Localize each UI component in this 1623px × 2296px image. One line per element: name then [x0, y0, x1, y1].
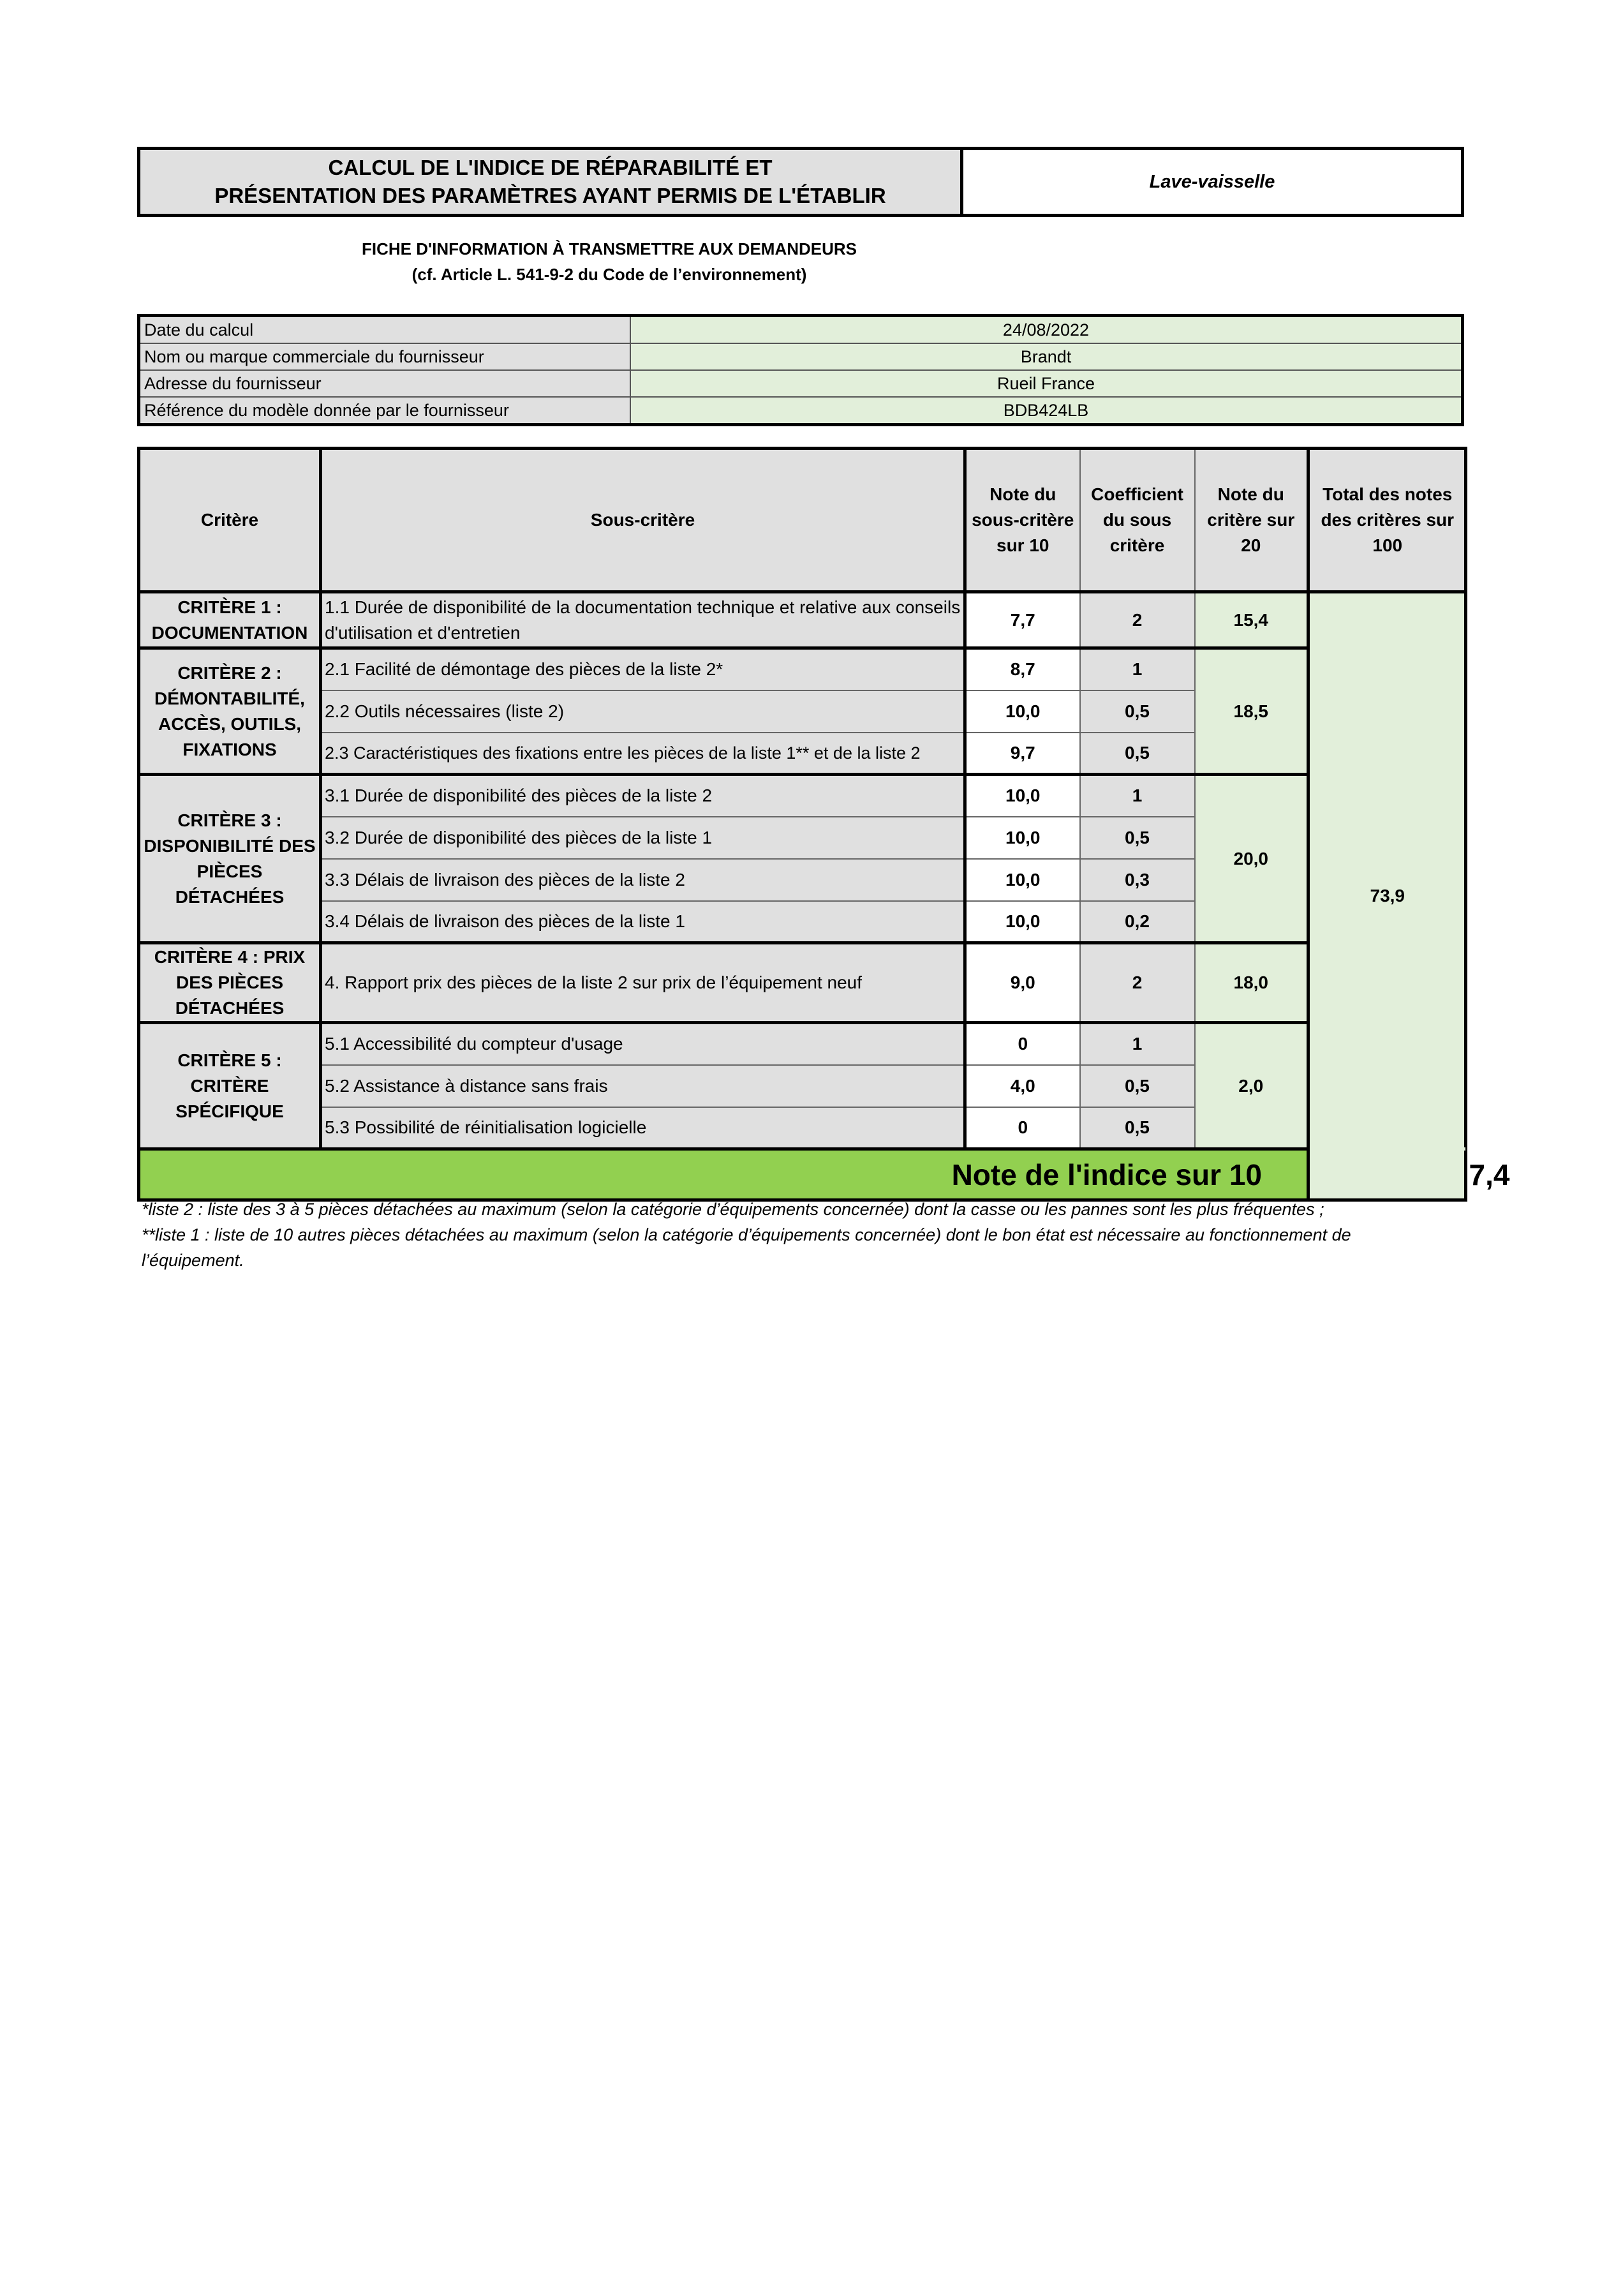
table-row	[139, 592, 1466, 648]
sub-criterion-coef: 2	[1080, 592, 1195, 648]
sub-criterion-note: 9,7	[965, 733, 1080, 775]
title-line-1: CALCUL DE L'INDICE DE RÉPARABILITÉ ET	[328, 156, 773, 179]
sub-criterion-coef: 0,5	[1080, 690, 1195, 733]
fiche-line-1: FICHE D'INFORMATION À TRANSMETTRE AUX DEMANDEURS	[361, 239, 857, 258]
header-critere: Critère	[139, 449, 321, 592]
sub-criterion-coef: 0,5	[1080, 1107, 1195, 1149]
sub-criterion-coef: 1	[1080, 775, 1195, 817]
sub-criterion-note: 4,0	[965, 1065, 1080, 1107]
product-type: Lave-vaisselle	[963, 147, 1464, 217]
header-coefficient: Coefficient du sous critère	[1080, 449, 1195, 592]
sub-criterion-note: 0	[965, 1107, 1080, 1149]
criterion-score: 18,5	[1195, 648, 1308, 775]
criterion-name: CRITÈRE 4 : PRIX DES PIÈCES DÉTACHÉES	[139, 943, 321, 1023]
table-header-row	[139, 449, 1466, 592]
sub-criterion-label: 2.3 Caractéristiques des fixations entre les pièces de la liste 1** et de la liste 2	[321, 733, 965, 775]
criterion-score: 20,0	[1195, 775, 1308, 943]
total-score: 73,9	[1308, 592, 1466, 1200]
sub-criterion-label: 3.2 Durée de disponibilité des pièces de la liste 1	[321, 817, 965, 859]
info-row	[139, 316, 1463, 344]
criterion-score: 15,4	[1195, 592, 1308, 648]
footnote-1: *liste 2 : liste des 3 à 5 pièces détachées au maximum (selon la catégorie d’équipements concernée) dont la casse ou les pannes sont les plus fréquentes ;	[142, 1200, 1324, 1219]
sub-criterion-note: 0	[965, 1023, 1080, 1065]
table-row	[139, 1023, 1466, 1065]
header-note-critere: Note du critère sur 20	[1195, 449, 1308, 592]
info-value: Brandt	[630, 343, 1463, 370]
fiche-subtitle	[137, 236, 1081, 287]
header-sous-critere: Sous-critère	[321, 449, 965, 592]
sub-criterion-label: 4. Rapport prix des pièces de la liste 2 sur prix de l’équipement neuf	[321, 943, 965, 1023]
sub-criterion-note: 7,7	[965, 592, 1080, 648]
table-row	[139, 648, 1466, 690]
title-line-2: PRÉSENTATION DES PARAMÈTRES AYANT PERMIS DE L'ÉTABLIR	[214, 184, 886, 207]
sub-criterion-note: 10,0	[965, 775, 1080, 817]
sub-criterion-label: 3.3 Délais de livraison des pièces de la liste 2	[321, 859, 965, 901]
fiche-line-2: (cf. Article L. 541-9-2 du Code de l’environnement)	[411, 265, 807, 284]
sub-criterion-coef: 0,3	[1080, 859, 1195, 901]
criterion-name: CRITÈRE 5 : CRITÈRE SPÉCIFIQUE	[139, 1023, 321, 1149]
criterion-name: CRITÈRE 2 : DÉMONTABILITÉ, ACCÈS, OUTILS, FIXATIONS	[139, 648, 321, 775]
sub-criterion-label: 5.2 Assistance à distance sans frais	[321, 1065, 965, 1107]
sub-criterion-note: 10,0	[965, 817, 1080, 859]
sub-criterion-label: 1.1 Durée de disponibilité de la documentation technique et relative aux conseils d'utilisation et d'entretien	[321, 592, 965, 648]
sub-criterion-coef: 0,5	[1080, 1065, 1195, 1107]
info-label: Adresse du fournisseur	[139, 370, 631, 397]
footnote-3: l’équipement.	[142, 1251, 244, 1270]
info-label: Nom ou marque commerciale du fournisseur	[139, 343, 631, 370]
repairability-table	[137, 447, 1510, 1202]
info-row	[139, 343, 1463, 370]
sub-criterion-label: 2.2 Outils nécessaires (liste 2)	[321, 690, 965, 733]
sub-criterion-label: 3.1 Durée de disponibilité des pièces de la liste 2	[321, 775, 965, 817]
info-value: Rueil France	[630, 370, 1463, 397]
sub-criterion-coef: 1	[1080, 648, 1195, 690]
criterion-score: 2,0	[1195, 1023, 1308, 1149]
info-label: Date du calcul	[139, 316, 631, 344]
header-total: Total des notes des critères sur 100	[1308, 449, 1466, 592]
info-row	[139, 397, 1463, 425]
sub-criterion-coef: 0,5	[1080, 733, 1195, 775]
sub-criterion-label: 2.1 Facilité de démontage des pièces de la liste 2*	[321, 648, 965, 690]
table-row	[139, 943, 1466, 1023]
info-value: 24/08/2022	[630, 316, 1463, 344]
sub-criterion-note: 9,0	[965, 943, 1080, 1023]
sub-criterion-note: 10,0	[965, 859, 1080, 901]
info-row	[139, 370, 1463, 397]
footnotes	[142, 1196, 1469, 1273]
criterion-name: CRITÈRE 1 : DOCUMENTATION	[139, 592, 321, 648]
final-score-label: Note de l'indice sur 10	[139, 1149, 1308, 1200]
criterion-score: 18,0	[1195, 943, 1308, 1023]
sub-criterion-coef: 2	[1080, 943, 1195, 1023]
sub-criterion-note: 10,0	[965, 901, 1080, 943]
sub-criterion-note: 10,0	[965, 690, 1080, 733]
info-value: BDB424LB	[630, 397, 1463, 425]
criterion-name: CRITÈRE 3 : DISPONIBILITÉ DES PIÈCES DÉTACHÉES	[139, 775, 321, 943]
sub-criterion-coef: 0,2	[1080, 901, 1195, 943]
sub-criterion-coef: 0,5	[1080, 817, 1195, 859]
sub-criterion-coef: 1	[1080, 1023, 1195, 1065]
sub-criterion-label: 5.1 Accessibilité du compteur d'usage	[321, 1023, 965, 1065]
sub-criterion-note: 8,7	[965, 648, 1080, 690]
sub-criterion-label: 3.4 Délais de livraison des pièces de la liste 1	[321, 901, 965, 943]
header	[137, 147, 1464, 217]
sub-criterion-label: 5.3 Possibilité de réinitialisation logicielle	[321, 1107, 965, 1149]
document-title	[137, 147, 963, 217]
final-score-row: Note de l'indice sur 10 7,4	[139, 1149, 1466, 1200]
header-note-sous-critere: Note du sous-critère sur 10	[965, 449, 1080, 592]
info-label: Référence du modèle donnée par le fournisseur	[139, 397, 631, 425]
supplier-info-table	[137, 314, 1464, 426]
footnote-2: **liste 1 : liste de 10 autres pièces détachées au maximum (selon la catégorie d’équipements concernée) dont le bon état est nécessaire au fonctionnement de	[142, 1225, 1351, 1244]
table-row	[139, 775, 1466, 817]
